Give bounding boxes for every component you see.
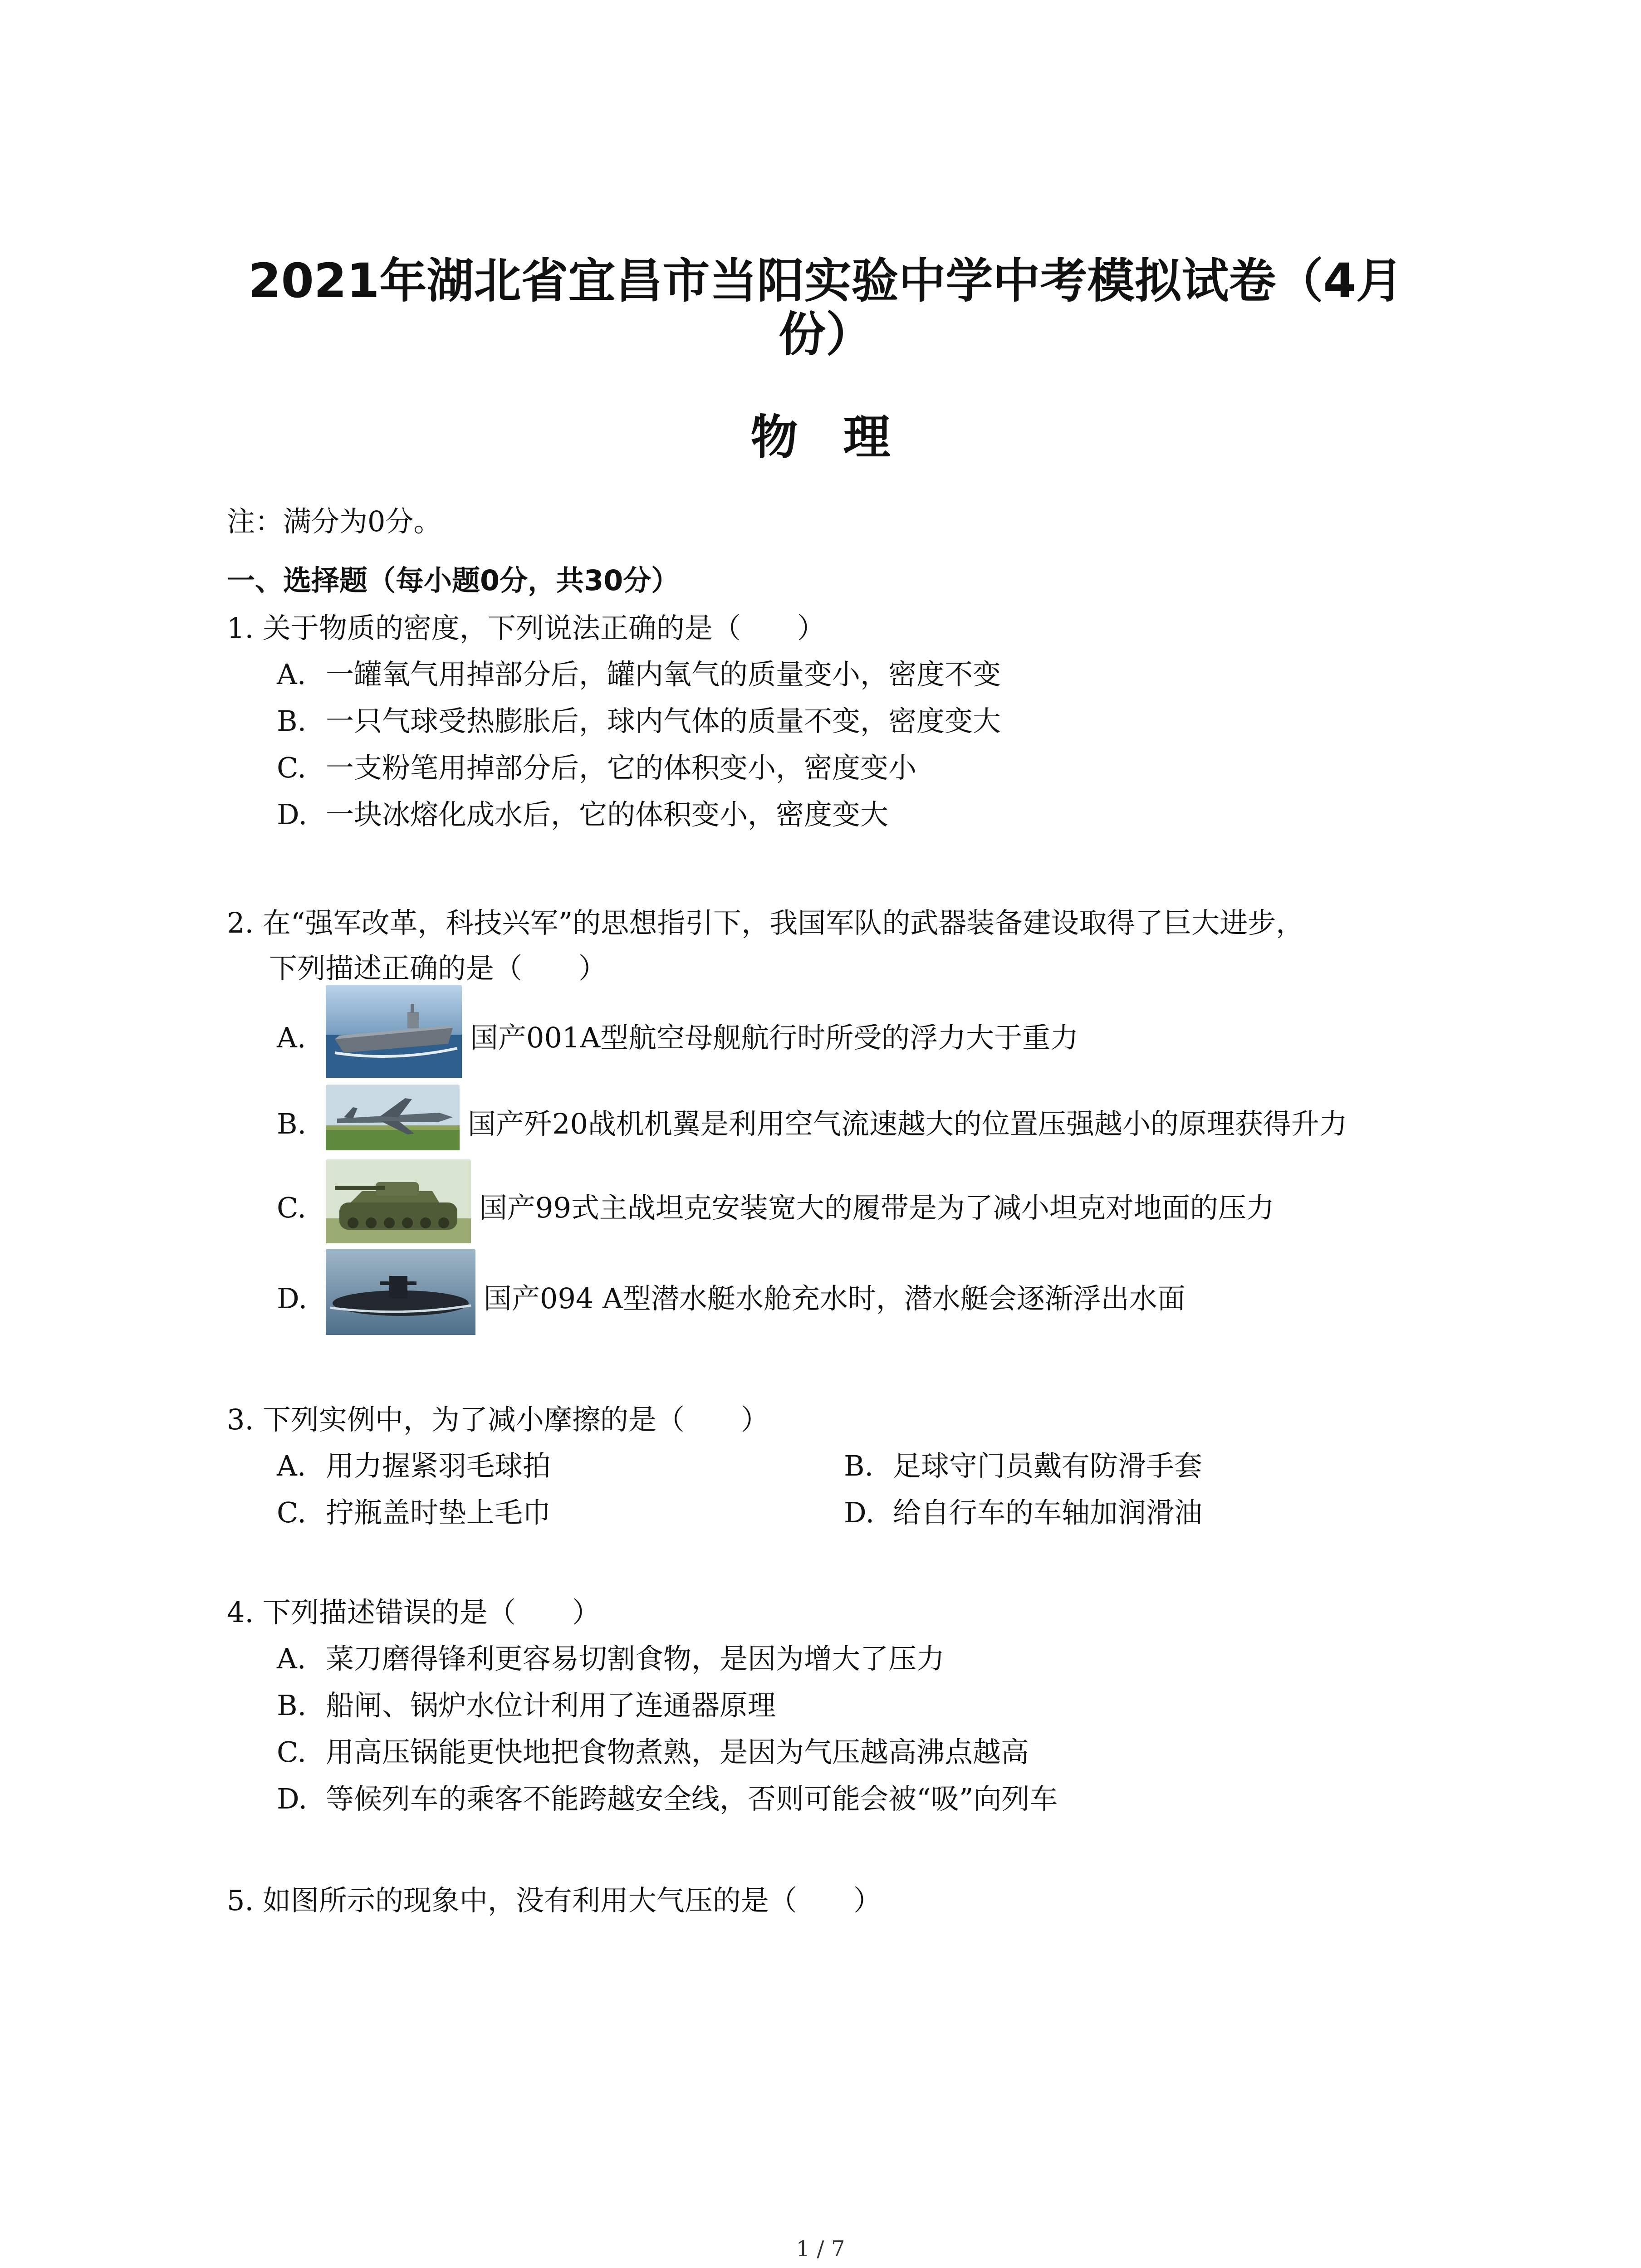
- option-b: [227, 1084, 1429, 1163]
- submarine-image: [326, 1249, 475, 1348]
- option-c: [277, 1489, 844, 1536]
- page-number: 1 / 7: [796, 2236, 845, 2262]
- option-text: 给自行车的车轴加润滑油: [893, 1496, 1203, 1529]
- option-text: 国产99式主战坦克安装宽大的履带是为了减小坦克对地面的压力: [479, 1191, 1274, 1224]
- option-a: [277, 1442, 844, 1489]
- option-label: B.: [277, 704, 307, 738]
- option-c: [227, 1163, 1429, 1252]
- option-text: 一罐氧气用掉部分后，罐内氧气的质量变小，密度不变: [326, 657, 1001, 691]
- option-text: 拧瓶盖时垫上毛巾: [326, 1496, 551, 1529]
- option-d: [844, 1489, 1411, 1536]
- option-text: 一只气球受热膨胀后，球内气体的质量不变，密度变大: [326, 704, 1001, 738]
- option-label: A.: [277, 1449, 306, 1482]
- option-a: [227, 991, 1429, 1084]
- question-stem-continued: 下列描述正确的是（ ）: [269, 952, 607, 985]
- option-a: [227, 651, 1429, 698]
- option-b: [844, 1442, 1411, 1489]
- option-label: D.: [277, 797, 308, 831]
- option-text: 一支粉笔用掉部分后，它的体积变小，密度变小: [326, 751, 917, 784]
- tank-image: [326, 1159, 471, 1256]
- option-a: [227, 1635, 1429, 1682]
- exam-title: 2021年湖北省宜昌市当阳实验中学中考模拟试卷（4月份）: [248, 253, 1403, 362]
- option-label: D.: [277, 1782, 308, 1815]
- option-d: [227, 1775, 1429, 1822]
- question-5: [227, 1878, 1429, 1923]
- question-3: [227, 1397, 1429, 1536]
- option-text: 国产歼20战机机翼是利用空气流速越大的位置压强越小的原理获得升力: [468, 1107, 1347, 1140]
- option-text: 用高压锅能更快地把食物煮熟，是因为气压越高沸点越高: [326, 1735, 1029, 1769]
- question-stem: 5. 如图所示的现象中，没有利用大气压的是（ ）: [227, 1884, 882, 1917]
- question-stem: 2. 在“强军改革，科技兴军”的思想指引下，我国军队的武器装备建设取得了巨大进步，: [227, 906, 1304, 939]
- option-b: [227, 1682, 1429, 1729]
- question-stem: 3. 下列实例中，为了减小摩擦的是（ ）: [227, 1403, 769, 1436]
- option-text: 国产094 A型潜水艇水舱充水时，潜水艇会逐渐浮出水面: [484, 1281, 1185, 1315]
- option-label: A.: [277, 1642, 306, 1675]
- question-stem: 1. 关于物质的密度，下列说法正确的是（ ）: [227, 611, 825, 645]
- option-d: [227, 1252, 1429, 1345]
- options-grid: [227, 1442, 1429, 1536]
- option-text: 用力握紧羽毛球拍: [326, 1449, 551, 1482]
- option-label: C.: [277, 1496, 306, 1529]
- question-stem: 4. 下列描述错误的是（ ）: [227, 1596, 600, 1629]
- option-c: [227, 1729, 1429, 1775]
- option-c: [227, 744, 1429, 791]
- aircraft-carrier-image: [326, 985, 462, 1091]
- option-label: C.: [277, 1735, 306, 1769]
- question-4: [227, 1590, 1429, 1822]
- option-label: C.: [277, 1191, 306, 1224]
- question-2: [227, 900, 1429, 1345]
- option-label: B.: [277, 1107, 307, 1140]
- option-text: 国产001A型航空母舰航行时所受的浮力大于重力: [470, 1021, 1079, 1054]
- option-label: A.: [277, 657, 306, 691]
- option-label: A.: [277, 1021, 306, 1054]
- question-1: [227, 606, 1429, 838]
- option-text: 一块冰熔化成水后，它的体积变小，密度变大: [326, 797, 889, 831]
- option-text: 菜刀磨得锋利更容易切割食物，是因为增大了压力: [326, 1642, 945, 1675]
- option-text: 等候列车的乘客不能跨越安全线，否则可能会被“吸”向列车: [326, 1782, 1058, 1815]
- option-label: B.: [844, 1449, 874, 1482]
- subject-heading: 物理: [750, 410, 936, 465]
- option-text: 足球守门员戴有防滑手套: [893, 1449, 1203, 1482]
- fighter-jet-image: [326, 1085, 460, 1163]
- section-heading: 一、选择题（每小题0分，共30分）: [227, 564, 680, 597]
- option-d: [227, 791, 1429, 838]
- score-note: 注：满分为0分。: [227, 505, 442, 538]
- option-b: [227, 698, 1429, 744]
- option-label: D.: [844, 1496, 875, 1529]
- option-label: B.: [277, 1688, 307, 1722]
- option-label: D.: [277, 1281, 308, 1315]
- option-text: 船闸、锅炉水位计利用了连通器原理: [326, 1688, 776, 1722]
- option-label: C.: [277, 751, 306, 784]
